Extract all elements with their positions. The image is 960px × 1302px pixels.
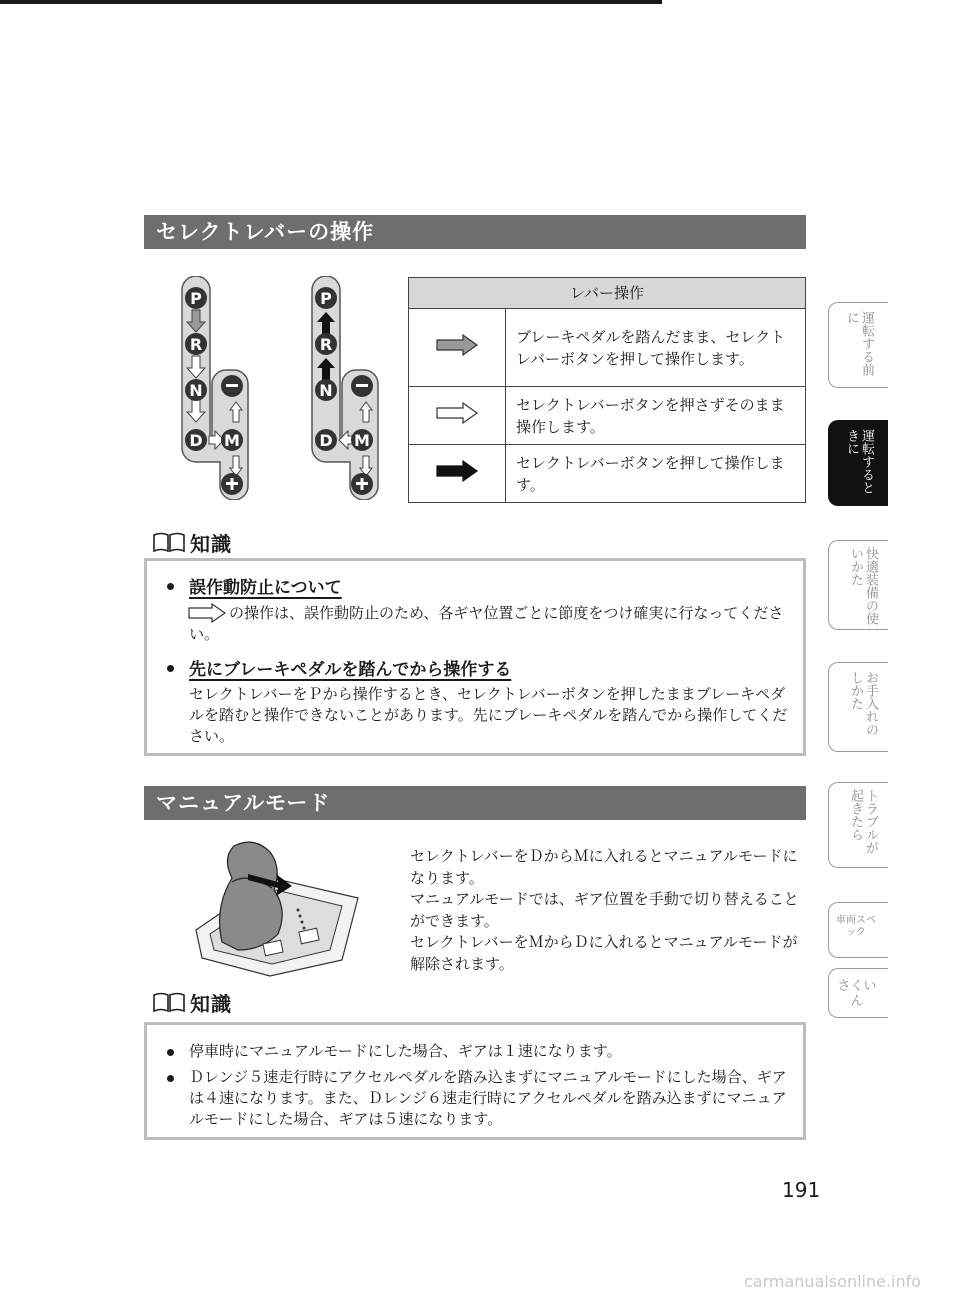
bullet-dot — [167, 1049, 174, 1056]
side-tab-specifications[interactable] — [828, 902, 888, 958]
section-title-manual-mode: マニュアルモード — [144, 786, 806, 820]
gear-r-label: R — [189, 335, 203, 354]
bullet-title: 誤作動防止について — [189, 578, 342, 598]
gear-d-label: D — [319, 431, 333, 450]
table-row — [409, 445, 806, 503]
knowledge-heading-text: 知識 — [190, 531, 232, 556]
black-arrow-icon — [435, 459, 479, 483]
gear-p-label: P — [190, 289, 202, 308]
knowledge-box-1 — [144, 558, 806, 756]
gear-m-label: M — [224, 431, 240, 450]
side-tab-label: 運転するときに — [844, 429, 874, 494]
gear-n-label: N — [189, 381, 203, 400]
knowledge-heading-1 — [152, 528, 232, 556]
shift-lever-illustration — [192, 838, 362, 978]
side-tab-label: お手入れのしかた — [848, 671, 878, 736]
side-tab-label: トラブルが起きたら — [848, 789, 878, 854]
top-rule — [0, 0, 662, 4]
manual-mode-paragraph — [410, 846, 802, 975]
outline-arrow-icon — [435, 401, 479, 425]
knowledge-heading-2 — [152, 988, 232, 1016]
table-cell-text: セレクトレバーボタンを押さずそのまま操作します。 — [506, 387, 806, 445]
knowledge-box-2 — [144, 1022, 806, 1140]
paragraph-line: マニュアルモードでは、ギア位置を手動で切り替えることができます。 — [410, 890, 799, 930]
book-icon — [152, 991, 186, 1013]
gear-r-label: R — [319, 335, 333, 354]
knowledge-heading-text: 知識 — [190, 991, 232, 1016]
bullet-text: の操作は、誤作動防止のため、各ギヤ位置ごとに節度をつけ確実に行なってください。 — [189, 604, 784, 643]
paragraph-line: セレクトレバーをＤからＭに入れるとマニュアルモードになります。 — [410, 847, 798, 887]
side-tab-comfort-features[interactable] — [828, 540, 888, 630]
bullet-title: 先にブレーキペダルを踏んでから操作する — [189, 660, 512, 680]
minus-icon — [226, 384, 238, 387]
shift-pattern-diagram-1 — [176, 276, 276, 500]
gear-n-label: N — [319, 381, 333, 400]
gray-arrow-icon — [435, 333, 479, 357]
minus-icon — [356, 384, 368, 387]
bullet-dot — [167, 583, 174, 590]
bullet-text: 停車時にマニュアルモードにした場合、ギアは１速になります。 — [189, 1042, 622, 1060]
bullet-dot — [167, 665, 174, 672]
table-cell-text: セレクトレバーボタンを押して操作します。 — [506, 445, 806, 503]
bullet-text: Ｄレンジ５速走行時にアクセルペダルを踏み込まずにマニュアルモードにした場合、ギアは４速になります。また、Ｄレンジ６速走行時にアクセルペダルを踏み込まずにマニュアルモードにした場合、ギアは５速になります。 — [189, 1068, 787, 1128]
book-icon — [152, 531, 186, 553]
lever-operation-table — [408, 277, 806, 503]
side-tab-maintenance[interactable] — [828, 662, 888, 752]
plus-icon — [361, 478, 364, 490]
side-tab-label: 車両スペック — [836, 915, 876, 938]
side-tab-label: さくいん — [837, 979, 877, 1009]
table-row — [409, 309, 806, 387]
side-tab-label: 快適装備の使いかた — [848, 547, 878, 625]
bullet-text: セレクトレバーをＰから操作するとき、セレクトレバーボタンを押したままブレーキペダルを踏むと操作できないことがあります。先にブレーキペダルを踏んでから操作してください。 — [189, 685, 788, 745]
page-number: 191 — [782, 1178, 821, 1202]
gear-p-label: P — [320, 289, 332, 308]
table-row — [409, 387, 806, 445]
gear-d-label: D — [189, 431, 203, 450]
gear-m-label: M — [354, 431, 370, 450]
watermark: carmanualsonline.info — [744, 1272, 922, 1291]
side-tab-troubleshooting[interactable] — [828, 782, 888, 868]
side-tab-index[interactable] — [828, 968, 888, 1018]
table-cell-text: ブレーキペダルを踏んだまま、セレクトレバーボタンを押して操作します。 — [506, 309, 806, 387]
table-header: レバー操作 — [409, 278, 806, 309]
side-tab-label: 運転する前に — [844, 311, 874, 376]
shift-pattern-diagram-2 — [306, 276, 406, 500]
bullet-dot — [167, 1075, 174, 1082]
side-tab-before-driving[interactable] — [828, 302, 888, 388]
paragraph-line: セレクトレバーをＭからＤに入れるとマニュアルモードが解除されます。 — [410, 933, 798, 973]
section-title-select-lever: セレクトレバーの操作 — [144, 215, 806, 249]
side-tab-while-driving[interactable] — [828, 420, 888, 506]
plus-icon — [231, 478, 234, 490]
